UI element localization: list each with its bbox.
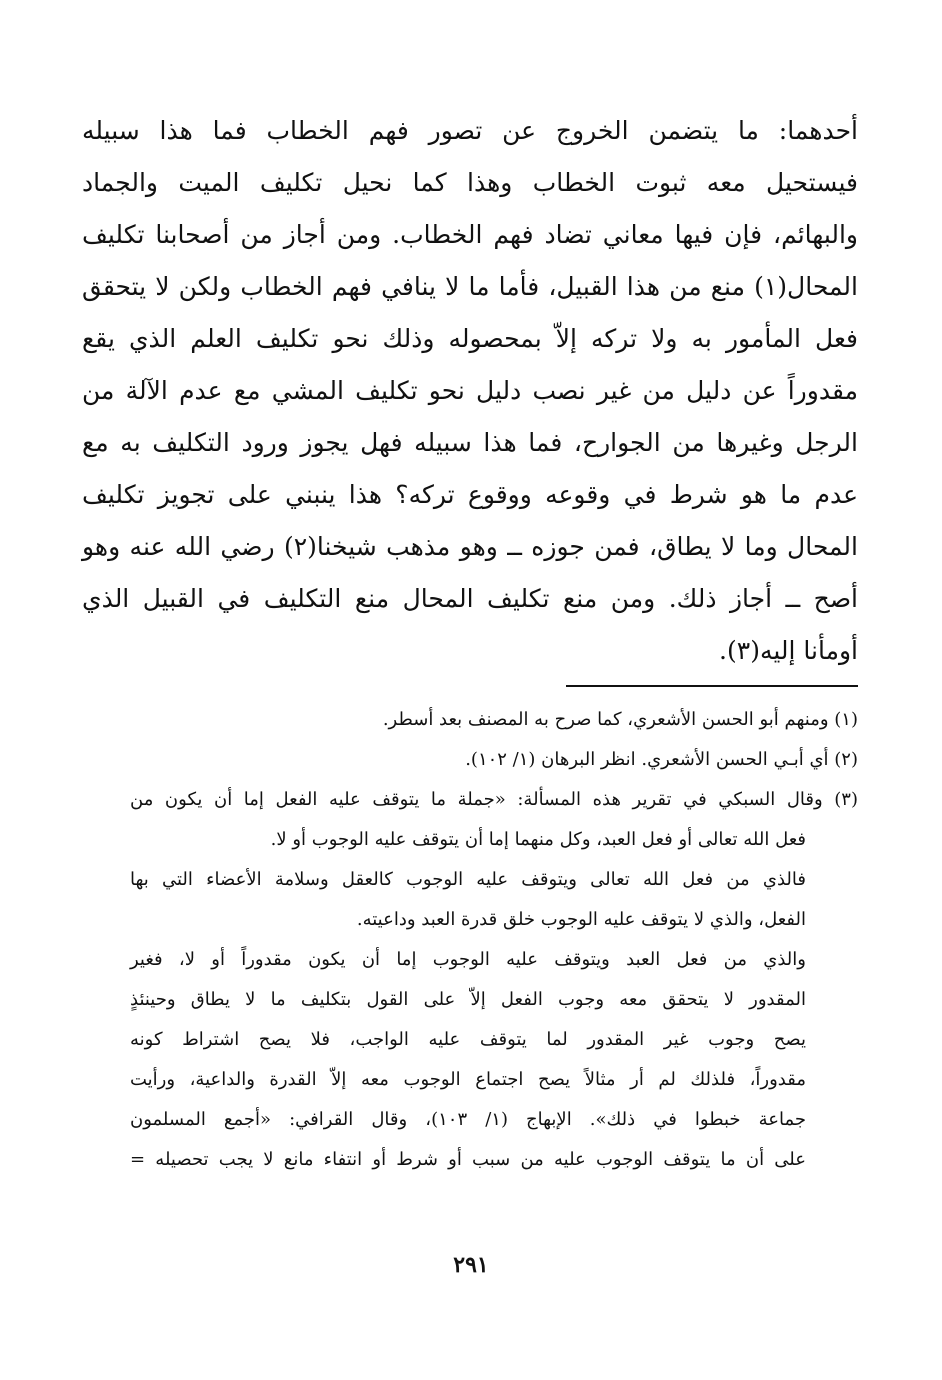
main-text-line-5: فعل المأمور به ولا تركه إلاّ بمحصوله وذلك نحو تكليف العلم الذي يقع bbox=[82, 324, 858, 353]
footnote-3-line-6: المقدور لا يتحقق معه وجوب الفعل إلاّ على القول بتكليف ما لا يطاق وحينئذٍ bbox=[130, 989, 806, 1010]
main-text-line-8: عدم ما هو شرط في وقوعه ووقوع تركه؟ هذا ينبني على تجويز تكليف bbox=[82, 480, 858, 509]
footnote-3-line-7: يصح وجوب غير المقدور لما يتوقف عليه الواجب، فلا يصح اشتراط كونه bbox=[130, 1029, 806, 1050]
footnote-2: (٢) أي أبـي الحسن الأشعري. انظر البرهان (١/ ١٠٢). bbox=[465, 749, 858, 770]
main-text-line-11: أومأنا إليه(٣). bbox=[719, 636, 858, 665]
footnote-3-line-2: فعل الله تعالى أو فعل العبد، وكل منهما إما أن يتوقف عليه الوجوب أو لا. bbox=[270, 829, 806, 850]
footnotes-block bbox=[130, 700, 858, 1180]
main-text-line-2: فيستحيل معه ثبوت الخطاب وهذا كما نحيل تكليف الميت والجماد bbox=[82, 168, 858, 197]
footnote-3-line-5: والذي من فعل العبد ويتوقف عليه الوجوب إما أن يكون مقدوراً أو لا، فغير bbox=[130, 949, 806, 970]
main-text-line-4: المحال(١) منع من هذا القبيل، فأما ما لا ينافي فهم الخطاب ولكن لا يتحقق bbox=[82, 272, 858, 301]
main-text-line-3: والبهائم، فإن فيها معاني تضاد فهم الخطاب. ومن أجاز من أصحابنا تكليف bbox=[82, 220, 858, 249]
page-number: ٢٩١ bbox=[453, 1252, 489, 1278]
footnote-3-line-4: الفعل، والذي لا يتوقف عليه الوجوب خلق قدرة العبد وداعيته. bbox=[356, 909, 806, 930]
footnote-3-line-1: (٣) وقال السبكي في تقرير هذه المسألة: «جملة ما يتوقف عليه الفعل إما أن يكون من bbox=[130, 789, 858, 810]
footnote-1: (١) ومنهم أبو الحسن الأشعري، كما صرح به المصنف بعد أسطر. bbox=[382, 709, 858, 730]
footnote-3-line-8: مقدوراً، فلذلك لم أر مثالاً يصح اجتماع الوجوب معه إلاّ القدرة والداعية، ورأيت bbox=[130, 1069, 806, 1090]
main-text-line-6: مقدوراً عن دليل من غير نصب دليل نحو تكليف المشي مع عدم الآلة من bbox=[82, 376, 858, 405]
footnote-separator bbox=[566, 685, 858, 687]
main-text-line-9: المحال وما لا يطاق، فمن جوزه ــ وهو مذهب شيخنا(٢) رضي الله عنه وهو bbox=[82, 532, 858, 561]
footnote-3-line-10: على أن ما يتوقف الوجوب عليه من سبب أو شرط أو انتفاء مانع لا يجب تحصيله = bbox=[130, 1149, 806, 1170]
footnote-3-line-3: فالذي من فعل الله تعالى ويتوقف عليه الوجوب كالعقل وسلامة الأعضاء التي بها bbox=[130, 869, 806, 890]
main-text-line-7: الرجل وغيرها من الجوارح، فما هذا سبيله فهل يجوز ورود التكليف به مع bbox=[82, 428, 858, 457]
main-text-block bbox=[82, 105, 858, 677]
main-text-line-1: أحدهما: ما يتضمن الخروج عن تصور فهم الخطاب فما هذا سبيله bbox=[82, 116, 858, 145]
footnote-3-line-9: جماعة خبطوا في ذلك». الإبهاج (١/ ١٠٣)، وقال القرافي: «أجمع المسلمون bbox=[130, 1109, 806, 1130]
main-text-line-10: أصح ــ أجاز ذلك. ومن منع تكليف المحال منع التكليف في القبيل الذي bbox=[82, 584, 858, 613]
